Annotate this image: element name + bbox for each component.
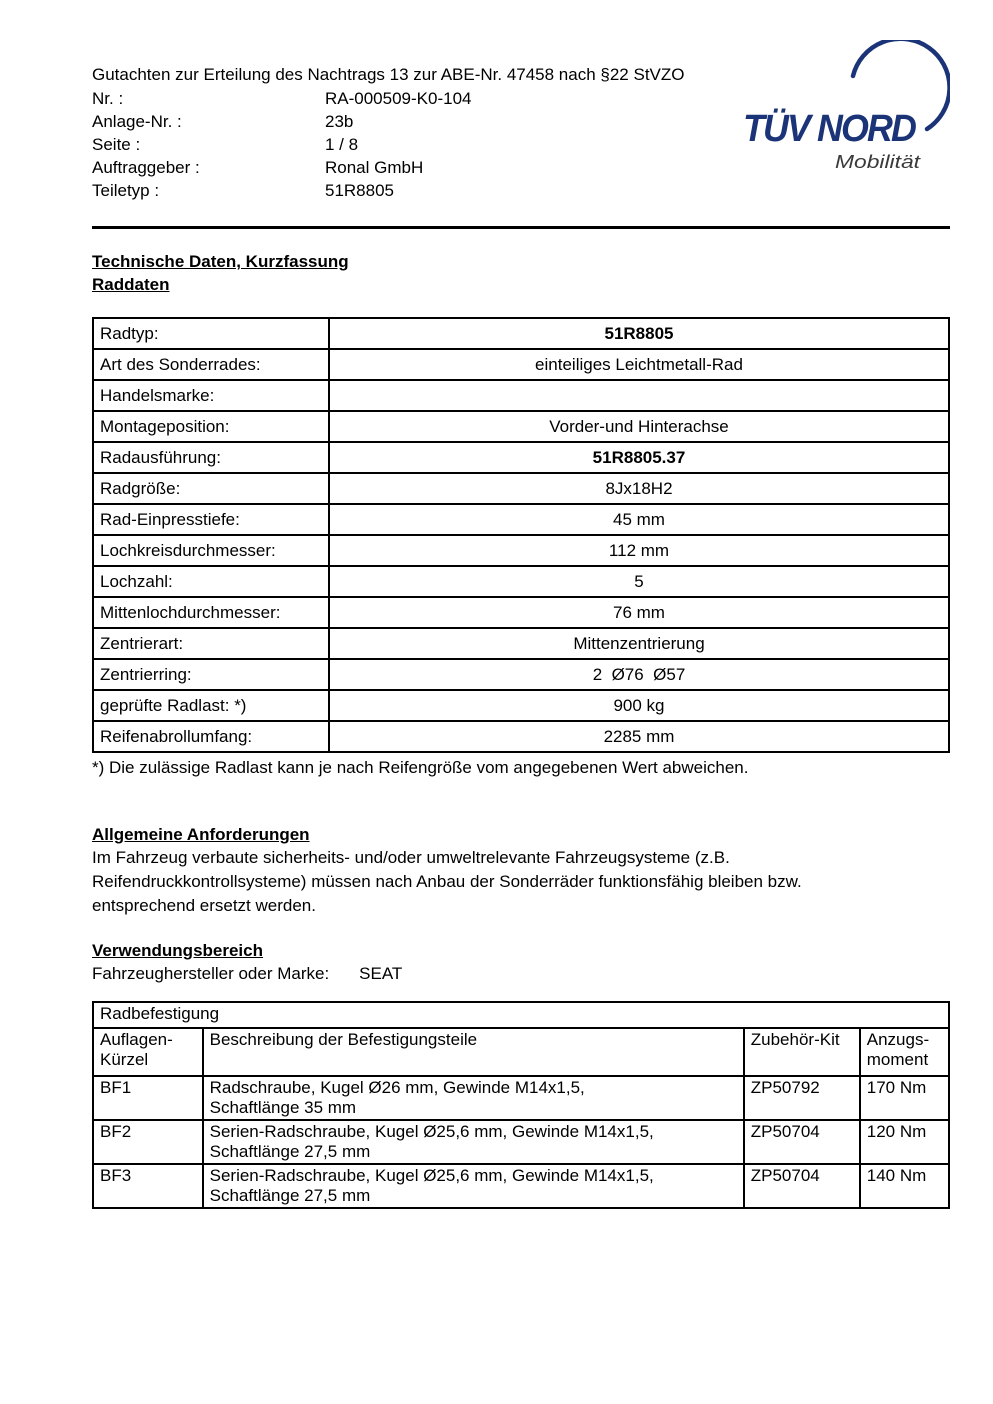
table-row — [93, 566, 949, 597]
row-value: Mittenzentrierung — [329, 628, 949, 659]
row-value: 5 — [329, 566, 949, 597]
heading-verwendungsbereich: Verwendungsbereich — [92, 941, 263, 960]
radbefestigung-table — [92, 1001, 950, 1209]
field-label: Seite : — [92, 135, 141, 154]
field-label: Teiletyp : — [92, 181, 160, 200]
table-row — [93, 659, 949, 690]
row-label: Art des Sonderrades: — [93, 349, 329, 380]
logo-brand-text: TÜV NORD — [743, 108, 926, 150]
column-header-code: Auflagen-Kürzel — [93, 1028, 203, 1076]
field-value: 1 / 8 — [325, 135, 359, 154]
bf-description — [203, 1164, 744, 1208]
table-row — [93, 380, 949, 411]
row-value: 8Jx18H2 — [329, 473, 949, 504]
bf-description-line: Serien-Radschraube, Kugel Ø25,6 mm, Gewinde M14x1,5, — [209, 1166, 654, 1185]
row-label: Lochzahl: — [93, 566, 329, 597]
field-label: Auftraggeber : — [92, 158, 200, 177]
bf-kit: ZP50704 — [744, 1164, 860, 1208]
row-value: 76 mm — [329, 597, 949, 628]
vehicle-manufacturer-label: Fahrzeughersteller oder Marke: — [92, 964, 330, 983]
field-value: 51R8805 — [325, 181, 395, 200]
row-label: geprüfte Radlast: *) — [93, 690, 329, 721]
table-header-row — [93, 1028, 949, 1076]
table-row — [93, 473, 949, 504]
bf-description — [203, 1076, 744, 1120]
field-label: Nr. : — [92, 89, 124, 108]
row-label: Radausführung: — [93, 442, 329, 473]
row-value: 112 mm — [329, 535, 949, 566]
vehicle-manufacturer-line — [92, 962, 950, 986]
verwendung-section — [92, 939, 950, 986]
tech-data-headings — [92, 250, 950, 296]
heading-technische-daten: Technische Daten, Kurzfassung — [92, 252, 349, 271]
row-value: 51R8805 — [329, 318, 949, 349]
table-row-bf1 — [93, 1076, 949, 1120]
tuv-nord-logo — [735, 40, 950, 182]
row-label: Lochkreisdurchmesser: — [93, 535, 329, 566]
bf-description — [203, 1120, 744, 1164]
row-label: Zentrierart: — [93, 628, 329, 659]
heading-raddaten: Raddaten — [92, 275, 170, 294]
heading-anforderungen: Allgemeine Anforderungen — [92, 825, 310, 844]
table-row — [93, 504, 949, 535]
bf-torque: 120 Nm — [860, 1120, 949, 1164]
table-row — [93, 690, 949, 721]
table-row-bf2 — [93, 1120, 949, 1164]
row-label: Radgröße: — [93, 473, 329, 504]
document-header — [92, 64, 950, 202]
header-field-teiletyp — [92, 179, 950, 202]
bf-kit: ZP50704 — [744, 1120, 860, 1164]
bf-code: BF3 — [93, 1164, 203, 1208]
bf-description-line: Schaftlänge 27,5 mm — [209, 1142, 371, 1161]
anforderungen-section — [92, 823, 950, 918]
table-row — [93, 628, 949, 659]
row-label: Radtyp: — [93, 318, 329, 349]
table-row — [93, 411, 949, 442]
field-value: 23b — [325, 112, 354, 131]
paragraph-line: entsprechend ersetzt werden. — [92, 896, 316, 915]
row-value — [329, 380, 949, 411]
row-value: 2285 mm — [329, 721, 949, 752]
bf-code: BF1 — [93, 1076, 203, 1120]
table-row — [93, 721, 949, 752]
field-value: Ronal GmbH — [325, 158, 424, 177]
row-value: einteiliges Leichtmetall-Rad — [329, 349, 949, 380]
row-label: Montageposition: — [93, 411, 329, 442]
logo-subtitle-text: Mobilität — [835, 152, 922, 172]
bf-torque: 170 Nm — [860, 1076, 949, 1120]
column-header-desc: Beschreibung der Befestigungsteile — [203, 1028, 744, 1076]
header-divider — [92, 226, 950, 229]
field-value: RA-000509-K0-104 — [325, 89, 472, 108]
paragraph-line: Reifendruckkontrollsysteme) müssen nach Anbau der Sonderräder funktionsfähig bleiben bzw. — [92, 872, 802, 891]
table-row — [93, 442, 949, 473]
table-row — [93, 349, 949, 380]
bf-description-line: Schaftlänge 35 mm — [209, 1098, 357, 1117]
row-value: Vorder-und Hinterachse — [329, 411, 949, 442]
table-row — [93, 535, 949, 566]
table-row — [93, 597, 949, 628]
bf-description-line: Radschraube, Kugel Ø26 mm, Gewinde M14x1,5, — [209, 1078, 585, 1097]
paragraph-line: Im Fahrzeug verbaute sicherheits- und/oder umweltrelevante Fahrzeugsysteme (z.B. — [92, 848, 730, 867]
document-title: Gutachten zur Erteilung des Nachtrags 13 zur ABE-Nr. 47458 nach §22 StVZO — [92, 65, 685, 84]
raddaten-table — [92, 317, 950, 753]
row-value: 900 kg — [329, 690, 949, 721]
column-header-kit: Zubehör-Kit — [744, 1028, 860, 1076]
bf-description-line: Serien-Radschraube, Kugel Ø25,6 mm, Gewinde M14x1,5, — [209, 1122, 654, 1141]
row-label: Rad-Einpresstiefe: — [93, 504, 329, 535]
bf-kit: ZP50792 — [744, 1076, 860, 1120]
table-title-row — [93, 1002, 949, 1028]
bf-torque: 140 Nm — [860, 1164, 949, 1208]
radbefestigung-title: Radbefestigung — [93, 1002, 949, 1028]
row-value: 45 mm — [329, 504, 949, 535]
row-value: 51R8805.37 — [329, 442, 949, 473]
vehicle-manufacturer-value: SEAT — [359, 964, 403, 983]
field-label: Anlage-Nr. : — [92, 112, 182, 131]
bf-code: BF2 — [93, 1120, 203, 1164]
row-label: Reifenabrollumfang: — [93, 721, 329, 752]
row-label: Mittenlochdurchmesser: — [93, 597, 329, 628]
column-header-torque: Anzugs-moment — [860, 1028, 949, 1076]
row-label: Zentrierring: — [93, 659, 329, 690]
table-row-bf3 — [93, 1164, 949, 1208]
bf-description-line: Schaftlänge 27,5 mm — [209, 1186, 371, 1205]
row-label: Handelsmarke: — [93, 380, 329, 411]
table-row — [93, 318, 949, 349]
radlast-footnote: *) Die zulässige Radlast kann je nach Reifengröße vom angegebenen Wert abweichen. — [92, 758, 749, 777]
row-value: 2 Ø76 Ø57 — [329, 659, 949, 690]
